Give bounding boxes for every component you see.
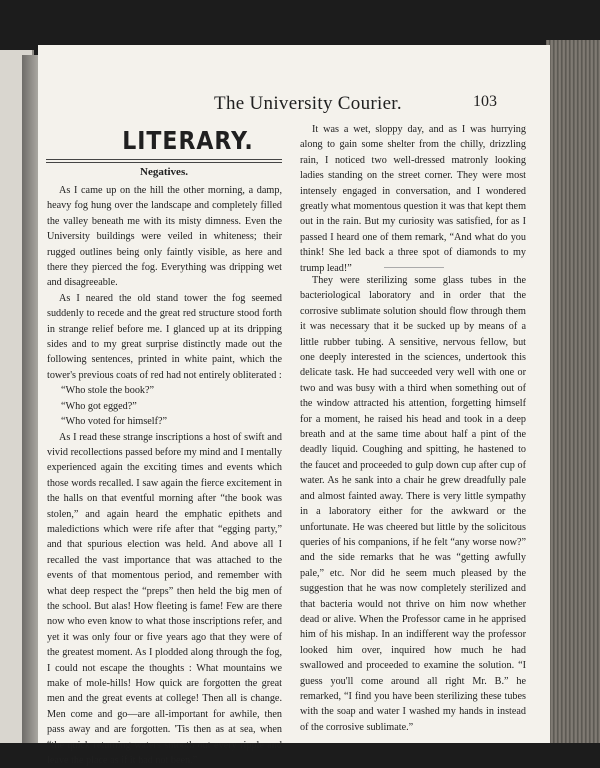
article-title: Negatives. [46, 166, 282, 178]
heading-rule [46, 162, 282, 163]
right-column-bottom [300, 273, 526, 735]
document-page [38, 45, 550, 743]
quotation-line: “Who stole the book?” [47, 383, 282, 398]
page-number: 103 [473, 93, 497, 111]
right-column-top [300, 122, 526, 276]
paragraph: It was a wet, sloppy day, and as I was hurrying along to gain some shelter from the chilly, drizzling rain, I noticed two well-dressed matronly looking ladies standing on the street corner. They were most intensely engaged in conversation, and I wondered greatly what momentous question it was that kept them out in the rain. But my curiosity was satisfied, for as I passed I heard one of them remark, “And what do you think! She led back a three spot of diamonds to my trump lead!” [300, 122, 526, 276]
paragraph: They were sterilizing some glass tubes in the bacteriological laboratory and in order that the corrosive sublimate solution should flow through them it was necessary that it be sucked up by means of a little rubber tubing. A sensitive, nervous fellow, but one deeply interested in the sciences, undertook this delicate task. He had succeeded very well with one or two and was busy with a third when something out of the window attracted his attention, forgetting himself for a moment, he raised his head and took in a deep breath and at the same time about half a pint of the deadly liquid. Coughing and spitting, he hastened to the faucet and proceeded to gulp down cup after cup of water. As he sank into a chair he grew dreadfully pale and almost fainted away. There is very little sympathy in a laboratory either for the awkward or the unfortunate. He was cheered but little by the solicitous queries of his companions, if he felt “any worse now?” and the side remarks that he was “getting awfully pale,” etc. Nor did he seem much pleased by the suggestion that he was now completely sterilized and that bacteria would not thrive on him now whether dead or alive. When the Professor came in he apprised him of his mishap. In an indifferent way the professor looked him over, inquired how much he had swallowed and proceeded to examine the solution. “I guess you'll come around all right Mr. B.” he remarked, “I find you have been sterilizing these tubes with the soap and water I washed my hands in instead of the corrosive sublimate.” [300, 273, 526, 735]
left-column [47, 183, 282, 768]
paragraph: As I neared the old stand tower the fog seemed suddenly to recede and the great red structure stood forth in strange relief before me. I glanced up at its dripping sides and to my great surprise distinctly made out the following sentences, printed in white paint, which the tower's previous coats of red had not entirely obliterated : [47, 291, 282, 383]
paragraph: As I read these strange inscriptions a host of swift and vivid recollections passed before my mind and I mentally experienced again the exciting times and events which those words recalled. I saw again the fierce excitement in the halls on that eventful morning after “the book was stolen,” and again heard the emphatic epithets and maledictions which were rife after that “egging party,” and that spurious election was held. And above all I recalled the vast importance that was attached to the events of that momentous period, and remember with what deep respect the “preps” then held the big men of the school. But alas! How fleeting is fame! Few are there now who even know to what those inscriptions refer, and yet it was only four or five years ago that they were of the greatest moment. As I plodded along through the fog, I could not escape the thoughts : What mountains we make of mole-hills! How quick are forgotten the great men and the great events at college! Then all is change. Men come and go—are all-important for awhile, then pass away and are forgotten. 'Tis then as at sea, when “the quick returning waters smooth out every ripple and leave the place as if it had not been.” [47, 430, 282, 768]
running-title: The University Courier. [188, 93, 428, 115]
quotation-line: “Who voted for himself?” [47, 414, 282, 429]
section-heading: LITERARY. [118, 127, 258, 156]
page-stack-edge [546, 40, 600, 743]
paragraph: As I came up on the hill the other morning, a damp, heavy fog hung over the landscape and completely filled the valley beneath me with its misty dimness. Even the University buildings were veiled in whiteness; their rugged outlines being only faintly visible, as here and there they pierced the fog. Everything was dripping wet and disagreeable. [47, 183, 282, 291]
heading-rule [46, 159, 282, 160]
quotation-line: “Who got egged?” [47, 399, 282, 414]
section-separator [384, 267, 444, 268]
